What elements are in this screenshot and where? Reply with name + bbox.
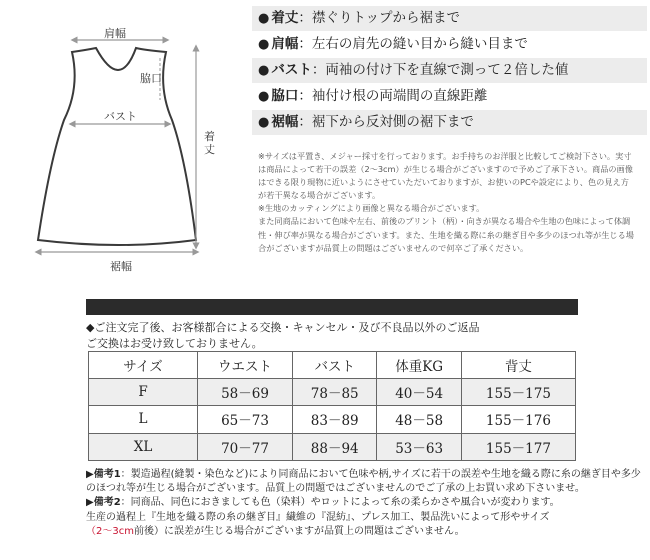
cell-height: 155－176 [461, 406, 575, 433]
cell-waist: 65－73 [198, 406, 293, 433]
shoulder-label: 肩幅 [104, 27, 126, 40]
size-table [88, 351, 576, 461]
header-size: サイズ [89, 352, 198, 379]
cell-height: 155－175 [461, 379, 575, 406]
header-waist: ウエスト [198, 352, 293, 379]
cell-weight: 53－63 [377, 433, 461, 460]
table-row [89, 406, 576, 433]
bust-label: バスト [104, 110, 137, 123]
legend-item-shoulder: ● 肩幅：左右の肩先の縫い目から縫い目まで [258, 36, 528, 52]
legend-item-armhole: ● 脇口：袖付け根の両端間の直線距離 [258, 88, 488, 104]
header-weight: 体重KG [377, 352, 461, 379]
footnote-3: 生産の過程上『生地を織る際の糸の継ぎ目』繊維の『混紡』、プレス加工、製品洗いによって形やサイズ [86, 511, 550, 523]
measurement-notes [258, 150, 636, 255]
note-paragraph: ※生地のカッティングにより画像と異なる場合がございます。 [258, 203, 485, 214]
measurement-legend [252, 6, 647, 136]
table-row [89, 433, 576, 460]
cell-bust: 83－89 [293, 406, 377, 433]
notice-line: ご交換はお受け致しておりません。 [86, 337, 263, 350]
cell-bust: 88－94 [293, 433, 377, 460]
footnote-1: ▶備考1：製造過程(縫製・染色など)により同商品において色味や柄,サイズに若干の誤差や生地を織る際に糸の継ぎ目や多少のほつれ等が生じる場合がございます。品質上の問題ではございませんのでご了承の上お買い求め下さいませ。 [86, 469, 641, 495]
legend-item-hem: ● 裾幅：裾下から反対側の裾下まで [252, 110, 647, 135]
header-height: 背丈 [461, 352, 575, 379]
return-policy-notice [86, 320, 606, 352]
section-divider-bar [86, 299, 578, 315]
notice-line: ◆ご注文完了後、お客様都合による交換・キャンセル・及び不良品以外のご返品 [86, 321, 480, 334]
table-row [89, 379, 576, 406]
note-paragraph: また同商品において色味や左右、前後のプリント（柄）・向きが異なる場合や生地の色味によって体調性・伸び率が異なる場合がございます。また、生地を織る際に糸の継ぎ目や多少のほつれ等が生じる場合がございますが品質上の問題はございませんので何卒ご了承ください。 [258, 216, 634, 253]
footnotes [86, 468, 646, 539]
garment-diagram [0, 0, 240, 290]
cell-size: F [89, 379, 198, 406]
cell-size: L [89, 406, 198, 433]
legend-item-bust: ● バスト：両袖の付け下を直線で測って２倍した値 [252, 58, 647, 83]
header-bust: バスト [293, 352, 377, 379]
footnote-4: （2～3cm前後）に誤差が生じる場合がございますが品質上の問題はございません。 [86, 525, 465, 537]
cell-weight: 40－54 [377, 379, 461, 406]
armhole-label: 脇口 [140, 72, 162, 85]
hem-label: 裾幅 [110, 260, 132, 273]
table-header-row [89, 352, 576, 379]
legend-item-length: ● 着丈：襟ぐりトップから裾まで [252, 6, 647, 31]
cell-weight: 48－58 [377, 406, 461, 433]
cell-waist: 58－69 [198, 379, 293, 406]
cell-size: XL [89, 433, 198, 460]
cell-waist: 70－77 [198, 433, 293, 460]
note-paragraph: ※サイズは平置き、メジャー採寸を行っております。お手持ちのお洋服と比較してご検討下さい。実寸は商品によって若干の誤差（2～3cm）が生じる場合がございますので予めご了承下さい。商品の画像はできる限り現物に近いようにさせていただいておりますが、お使いのPCや設定により、色の見え方が若干異なる場合がございます。 [258, 151, 633, 201]
cell-height: 155－177 [461, 433, 575, 460]
cell-bust: 78－85 [293, 379, 377, 406]
dress-silhouette [38, 48, 196, 245]
footnote-2: ▶備考2：同商品、同色におきましても色（染料）やロットによって糸の柔らかさや風合いが変わります。 [86, 497, 560, 509]
length-label: 着丈 [204, 130, 215, 156]
